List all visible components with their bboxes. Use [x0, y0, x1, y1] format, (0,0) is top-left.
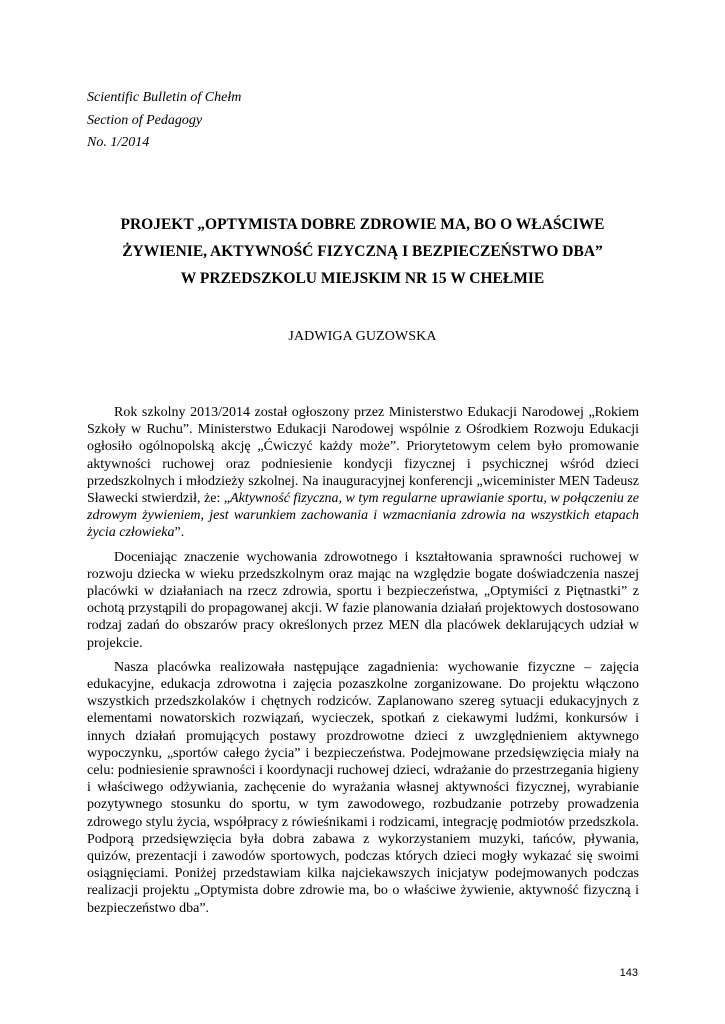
paragraph-1-end: ”. — [174, 525, 185, 541]
paragraph-1 — [87, 404, 639, 542]
article-body — [87, 404, 639, 924]
article-title — [60, 211, 665, 292]
journal-name: Scientific Bulletin of Chełm — [87, 90, 242, 105]
title-line-2: ŻYWIENIE, AKTYWNOŚĆ FIZYCZNĄ I BEZPIECZEŃSTWO DBA” — [122, 243, 603, 260]
page-number: 143 — [619, 967, 638, 979]
journal-issue: No. 1/2014 — [87, 135, 150, 150]
title-line-3: W PRZEDSZKOLU MIEJSKIM NR 15 W CHEŁMIE — [180, 270, 545, 287]
paragraph-1-text: Rok szkolny 2013/2014 został ogłoszony przez Ministerstwo Edukacji Narodowej „Rokiem Szkoły w Ruchu”. Ministerstwo Edukacji Narodowej wspólnie z Ośrodkiem Rozwoju Edukacji ogłosiło ogólnopolską akcję „Ćwiczyć każdy może”. Priorytetowym celem było promowanie aktywności ruchowej oraz podniesienie kondycji fizycznej i psychicznej wśród dzieci przedszkolnych i młodzieży szkolnej. Na inauguracyjnej konferencji „wiceminister MEN Tadeusz Sławecki stwierdził, że: „ — [87, 405, 639, 507]
title-line-1: PROJEKT „OPTYMISTA DOBRE ZDROWIE MA, BO O WŁAŚCIWE — [120, 216, 605, 233]
article-author: JADWIGA GUZOWSKA — [288, 329, 437, 344]
journal-section: Section of Pedagogy — [87, 112, 203, 128]
paragraph-3: Nasza placówka realizowała następujące zagadnienia: wychowanie fizyczne – zajęcia edukacyjne, edukacja zdrowotna i zajęcia pozaszkolne zorganizowane. Do projektu włączono wszystkich przedszkolaków i chętnych rodziców. Zaplanowano szereg sytuacji edukacyjnych z elementami nowatorskich rozwiązań, wycieczek, spotkań z ciekawymi ludźmi, konkursów i innych działań promujących postawy prozdrowotne dzieci z uwzględnieniem aktywnego wypoczynku, „sportów całego życia” i bezpieczeństwa. Podejmowane przedsięwzięcia miały na celu: podniesienie sprawności i koordynacji ruchowej dzieci, wdrażanie do przestrzegania higieny i właściwego odżywiania, zachęcenie do wyrażania własnej aktywności fizycznej, wyrabianie pozytywnego stosunku do sportu, w tym zawodowego, rozbudzanie potrzeby prowadzenia zdrowego stylu życia, współpracy z rówieśnikami i rodzicami, integrację podmiotów przedszkola. Podporą przedsięwzięcia była dobra zabawa z wykorzystaniem muzyki, tańców, pływania, quizów, prezentacji i zawodów sportowych, podczas których dzieci mogły wykazać się swoimi osiągnięciami. Poniżej przedstawiam kilka najciekawszych inicjatyw podejmowanych podczas realizacji projektu „Optymista dobre zdrowie ma, bo o właściwe żywienie, aktywność fizyczną i bezpieczeństwo dba”. — [87, 659, 639, 916]
paragraph-2: Doceniając znaczenie wychowania zdrowotnego i kształtowania sprawności ruchowej w rozwoju dziecka w wieku przedszkolnym oraz mając na względzie bogate doświadczenia naszej placówki w działaniach na rzecz zdrowia, sportu i bezpieczeństwa, „Optymiści z Piętnastki” z ochotą przystąpili do propagowanej akcji. W fazie planowania działań projektowych dostosowano rodzaj zadań do obszarów pracy określonych przez MEN dla placówek deklarujących udział w projekcie. — [87, 549, 639, 651]
journal-header — [87, 87, 241, 155]
paragraph-1-quote: Aktywność fizyczna, w tym regularne uprawianie sportu, w połączeniu ze zdrowym żywieniem, jest warunkiem zachowania i wzmacniania zdrowia na wszystkich etapach życia człowieka — [87, 491, 640, 541]
